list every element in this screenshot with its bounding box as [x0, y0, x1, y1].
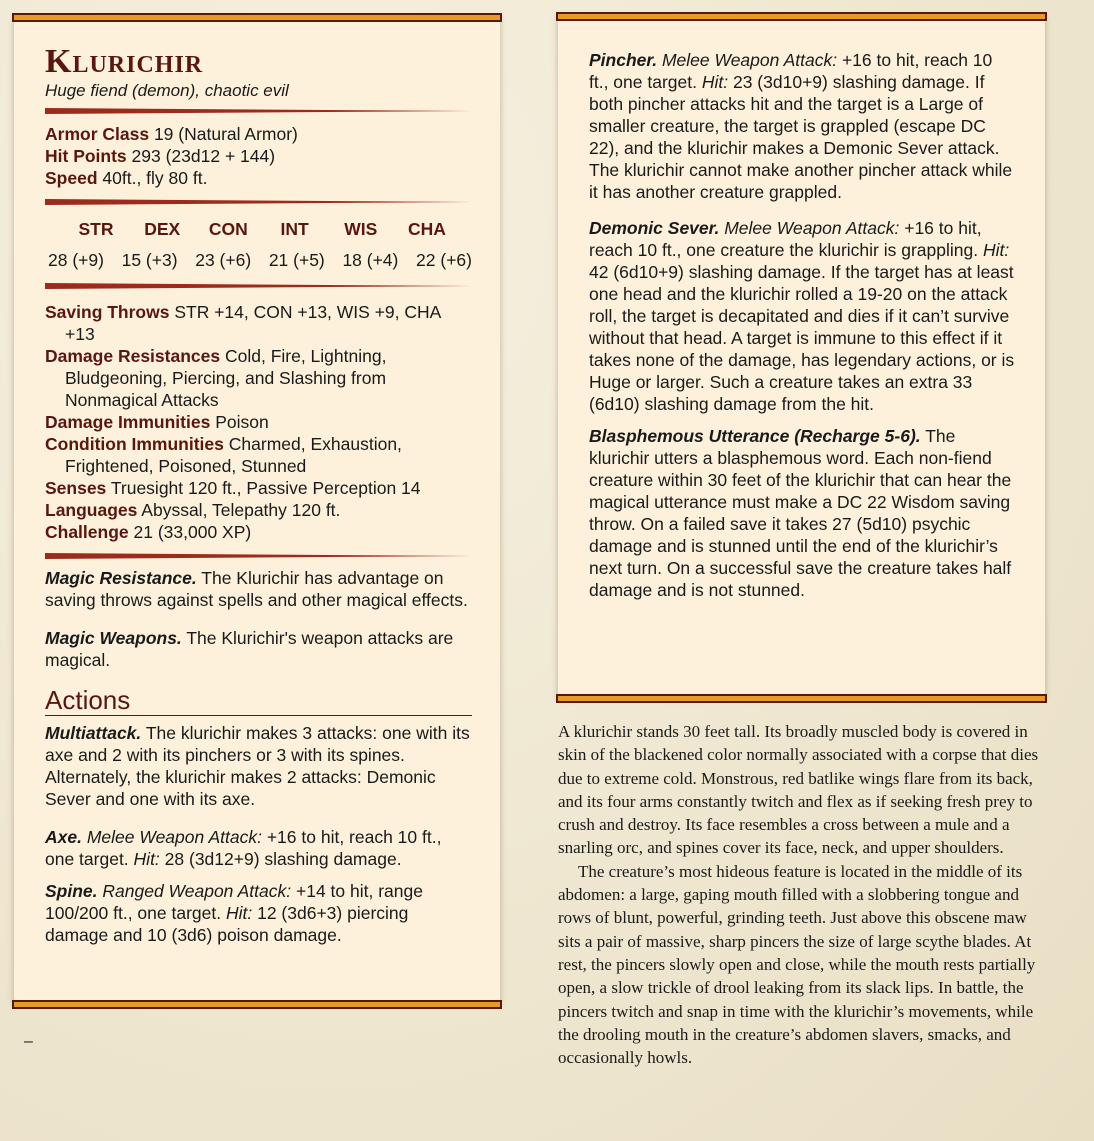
armor-class-line: Armor Class 19 (Natural Armor) — [45, 124, 298, 144]
divider — [45, 108, 472, 114]
action-blasphemous-utterance: Blasphemous Utterance (Recharge 5-6). The klurichir utters a blasphemous word. Each non-fiend creature within 30 feet of the klurichir that can hear the magical utterance must make a DC 22 Wisdom saving throw. On a failed save it takes 27 (5d10) psychic damage and is stunned until the end of the klurichir’s next turn. On a successful save the creature takes half damage and is not stunned. — [589, 426, 1012, 600]
ability-value: 21 (+5) — [268, 250, 325, 270]
action-multiattack: Multiattack. The klurichir makes 3 attacks: one with its axe and 2 with its pinchers or 3 with its spines. Alternately, the klurichir makes 2 attacks: Demonic Sever and one with its axe. — [45, 723, 470, 809]
stat-block-top-bar — [556, 12, 1047, 21]
footer-mark: – — [24, 1033, 33, 1050]
ability-value: 15 (+3) — [121, 250, 178, 270]
stat-block-bottom-bar — [12, 1000, 502, 1009]
ability-header: WIS — [344, 219, 378, 239]
hit-points-line: Hit Points 293 (23d12 + 144) — [45, 146, 276, 166]
ability-header: INT — [280, 219, 309, 239]
ability-header: CON — [208, 219, 248, 239]
ability-value: 28 (+9) — [48, 250, 104, 270]
damage-immunities-line: Damage Immunities Poison — [45, 412, 269, 432]
actions-heading: Actions — [45, 685, 472, 716]
senses-line: Senses Truesight 120 ft., Passive Perception 14 — [45, 478, 421, 498]
monster-name: Klurichir — [45, 43, 204, 80]
action-demonic-sever: Demonic Sever. Melee Weapon Attack: +16 to hit, reach 10 ft., one creature the klurichir is grappling. Hit: 42 (6d10+9) slashing damage. If the target has at least one head and the klurichir rolled a 19-20 on the attack roll, the target is decapitated and dies if it can’t survive without that head. A target is immune to this effect if it takes none of the damage, has legendary actions, or is Huge or larger. Such a creature takes an extra 33 (6d10) slashing damage from the hit. — [589, 218, 1015, 414]
stat-block-right — [558, 17, 1045, 698]
trait-magic-weapons: Magic Weapons. The Klurichir's weapon attacks are magical. — [45, 628, 454, 670]
trait-magic-resistance: Magic Resistance. The Klurichir has advantage on saving throws against spells and other magical effects. — [45, 568, 468, 610]
action-axe: Axe. Melee Weapon Attack: +16 to hit, reach 10 ft., one target. Hit: 28 (3d12+9) slashing damage. — [45, 827, 442, 869]
stat-block-bottom-bar — [556, 694, 1047, 703]
speed-line: Speed 40ft., fly 80 ft. — [45, 168, 208, 188]
ability-values — [48, 250, 472, 271]
ability-headers — [63, 219, 460, 240]
languages-line: Languages Abyssal, Telepathy 120 ft. — [45, 500, 341, 520]
divider — [45, 283, 472, 289]
ability-value: 18 (+4) — [342, 250, 399, 270]
damage-resistances-line: Damage Resistances Cold, Fire, Lightning, Bludgeoning, Piercing, and Slashing from Nonmagical Attacks — [45, 346, 387, 410]
action-spine: Spine. Ranged Weapon Attack: +14 to hit, range 100/200 ft., one target. Hit: 12 (3d6+3) piercing damage and 10 (3d6) poison damage. — [45, 881, 423, 945]
stat-block-top-bar — [12, 13, 502, 22]
saving-throws-line: Saving Throws STR +14, CON +13, WIS +9, CHA +13 — [45, 302, 441, 344]
stat-block-left — [14, 18, 500, 1004]
monster-description — [558, 720, 1048, 1069]
ability-value: 23 (+6) — [195, 250, 252, 270]
divider — [45, 553, 472, 559]
ability-header: DEX — [144, 219, 181, 239]
description-paragraph: The creature’s most hideous feature is located in the middle of its abdomen: a large, gaping mouth filled with a slobbering tongue and rows of blunt, powerful, grinding teeth. Just above this obscene maw sits a pair of massive, sharp pincers the size of large scythe blades. At rest, the pincers slowly open and close, while the mouth rests partially open, a slow trickle of drool leaking from its slack lips. In battle, the pincers twitch and snap in time with the klurichir’s movements, while the drooling mouth in the creature’s abdomen slavers, smacks, and occasionally howls. — [558, 861, 1036, 1068]
action-pincher: Pincher. Melee Weapon Attack: +16 to hit, reach 10 ft., one target. Hit: 23 (3d10+9) slashing damage. If both pincher attacks hit and the target is a Large of smaller creature, the target is grappled (escape DC 22), and the klurichir makes a Demonic Sever attack. The klurichir cannot make another pincher attack while it has another creature grappled. — [589, 50, 1013, 202]
ability-header: STR — [78, 219, 114, 239]
ability-value: 22 (+6) — [416, 250, 472, 270]
monster-subtitle: Huge fiend (demon), chaotic evil — [45, 81, 289, 100]
divider — [45, 199, 472, 205]
stat-block-content — [45, 44, 472, 946]
challenge-line: Challenge 21 (33,000 XP) — [45, 522, 252, 542]
condition-immunities-line: Condition Immunities Charmed, Exhaustion, Frightened, Poisoned, Stunned — [45, 434, 402, 476]
ability-header: CHA — [407, 219, 446, 239]
description-paragraph: A klurichir stands 30 feet tall. Its broadly muscled body is covered in skin of the blackened color normally associated with a corpse that dies due to extreme cold. Monstrous, red batlike wings flare from its back, and its four arms constantly twitch and flex as if seeking fresh prey to crush and destroy. Its face resembles a cross between a mule and a snarling orc, and spines cover its face, neck, and upper shoulders. — [558, 722, 1039, 858]
stat-block-content — [589, 49, 1015, 601]
